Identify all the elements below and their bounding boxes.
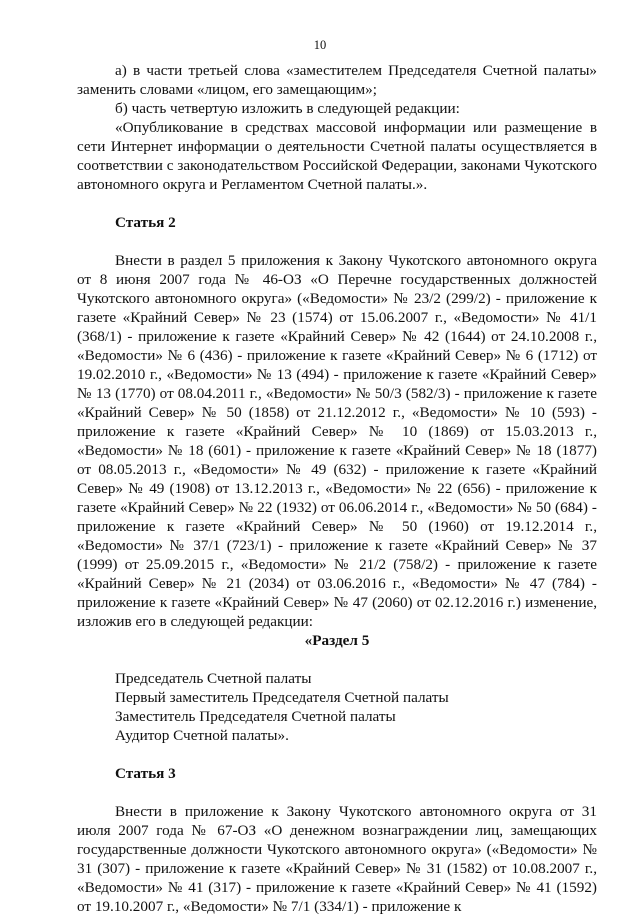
page-number: 10 [313, 38, 327, 52]
position-chairman: Председатель Счетной палаты [115, 670, 312, 687]
section-5-title: «Раздел 5 [304, 632, 370, 649]
article-2-heading: Статья 2 [115, 214, 176, 231]
item-a-paragraph: а) в части третьей слова «заместителем Председателя Счетной палаты» заменить словами «лицом, его замещающим»; [77, 62, 597, 98]
quoted-paragraph: «Опубликование в средствах массовой информации или размещение в сети Интернет информации о деятельности Счетной палаты осуществляется в соответствии с законодательством Российской Федерации, законами Чукотского автономного округа и Регламентом Счетной палаты.». [77, 119, 597, 193]
item-b-paragraph: б) часть четвертую изложить в следующей редакции: [115, 100, 460, 117]
position-first-deputy: Первый заместитель Председателя Счетной палаты [115, 689, 449, 706]
article-3-text: Внести в приложение к Закону Чукотского автономного округа от 31 июля 2007 года № 67-ОЗ «О денежном вознаграждении лиц, замещающих государственные должности Чукотского автономного округа» («Ведомости» № 31 (307) - приложение к газете «Крайний Север» № 31 (1582) от 10.08.2007 г., «Ведомости» № 41 (317) - приложение к газете «Крайний Север» № 41 (1592) от 19.10.2007 г., «Ведомости» № 7/1 (334/1) - приложение к [77, 803, 597, 915]
article-2-text: Внести в раздел 5 приложения к Закону Чукотского автономного округа от 8 июня 2007 года № 46-ОЗ «О Перечне государственных должностей Чукотского автономного округа» («Ведомости» № 23/2 (299/2) - приложение к газете «Крайний Север» № 23 (1574) от 15.06.2007 г., «Ведомости» № 41/1 (368/1) - приложение к газете «Крайний Север» № 42 (1644) от 24.10.2008 г., «Ведомости» № 6 (436) - приложение к газете «Крайний Север» № 6 (1712) от 19.02.2010 г., «Ведомости» № 13 (494) - приложение к газете «Крайний Север» № 13 (1770) от 08.04.2011 г., «Ведомости» № 50/3 (582/3) - приложение к газете «Крайний Север» № 50 (1858) от 21.12.2012 г., «Ведомости» № 10 (593) - приложение к газете «Крайний Север» № 10 (1869) от 15.03.2013 г., «Ведомости» № 18 (601) - приложение к газете «Крайний Север» № 18 (1877) от 08.05.2013 г., «Ведомости» № 49 (632) - приложение к газете «Крайний Север» № 49 (1908) от 13.12.2013 г., «Ведомости» № 22 (656) - приложение к газете «Крайний Север» № 22 (1932) от 06.06.2014 г., «Ведомости» № 50 (684) - приложение к газете «Крайний Север» № 50 (1960) от 19.12.2014 г., «Ведомости» № 37/1 (723/1) - приложение к газете «Крайний Север» № 37 (1999) от 25.09.2015 г., «Ведомости» № 21/2 (758/2) - приложение к газете «Крайний Север» № 21 (2034) от 03.06.2016 г., «Ведомости» № 47 (784) - приложение к газете «Крайний Север» № 47 (2060) от 02.12.2016 г.) изменение, изложив его в следующей редакции: [77, 252, 597, 630]
position-deputy: Заместитель Председателя Счетной палаты [115, 708, 396, 725]
document-body [77, 61, 597, 916]
position-auditor: Аудитор Счетной палаты». [115, 727, 289, 744]
article-3-heading: Статья 3 [115, 765, 176, 782]
